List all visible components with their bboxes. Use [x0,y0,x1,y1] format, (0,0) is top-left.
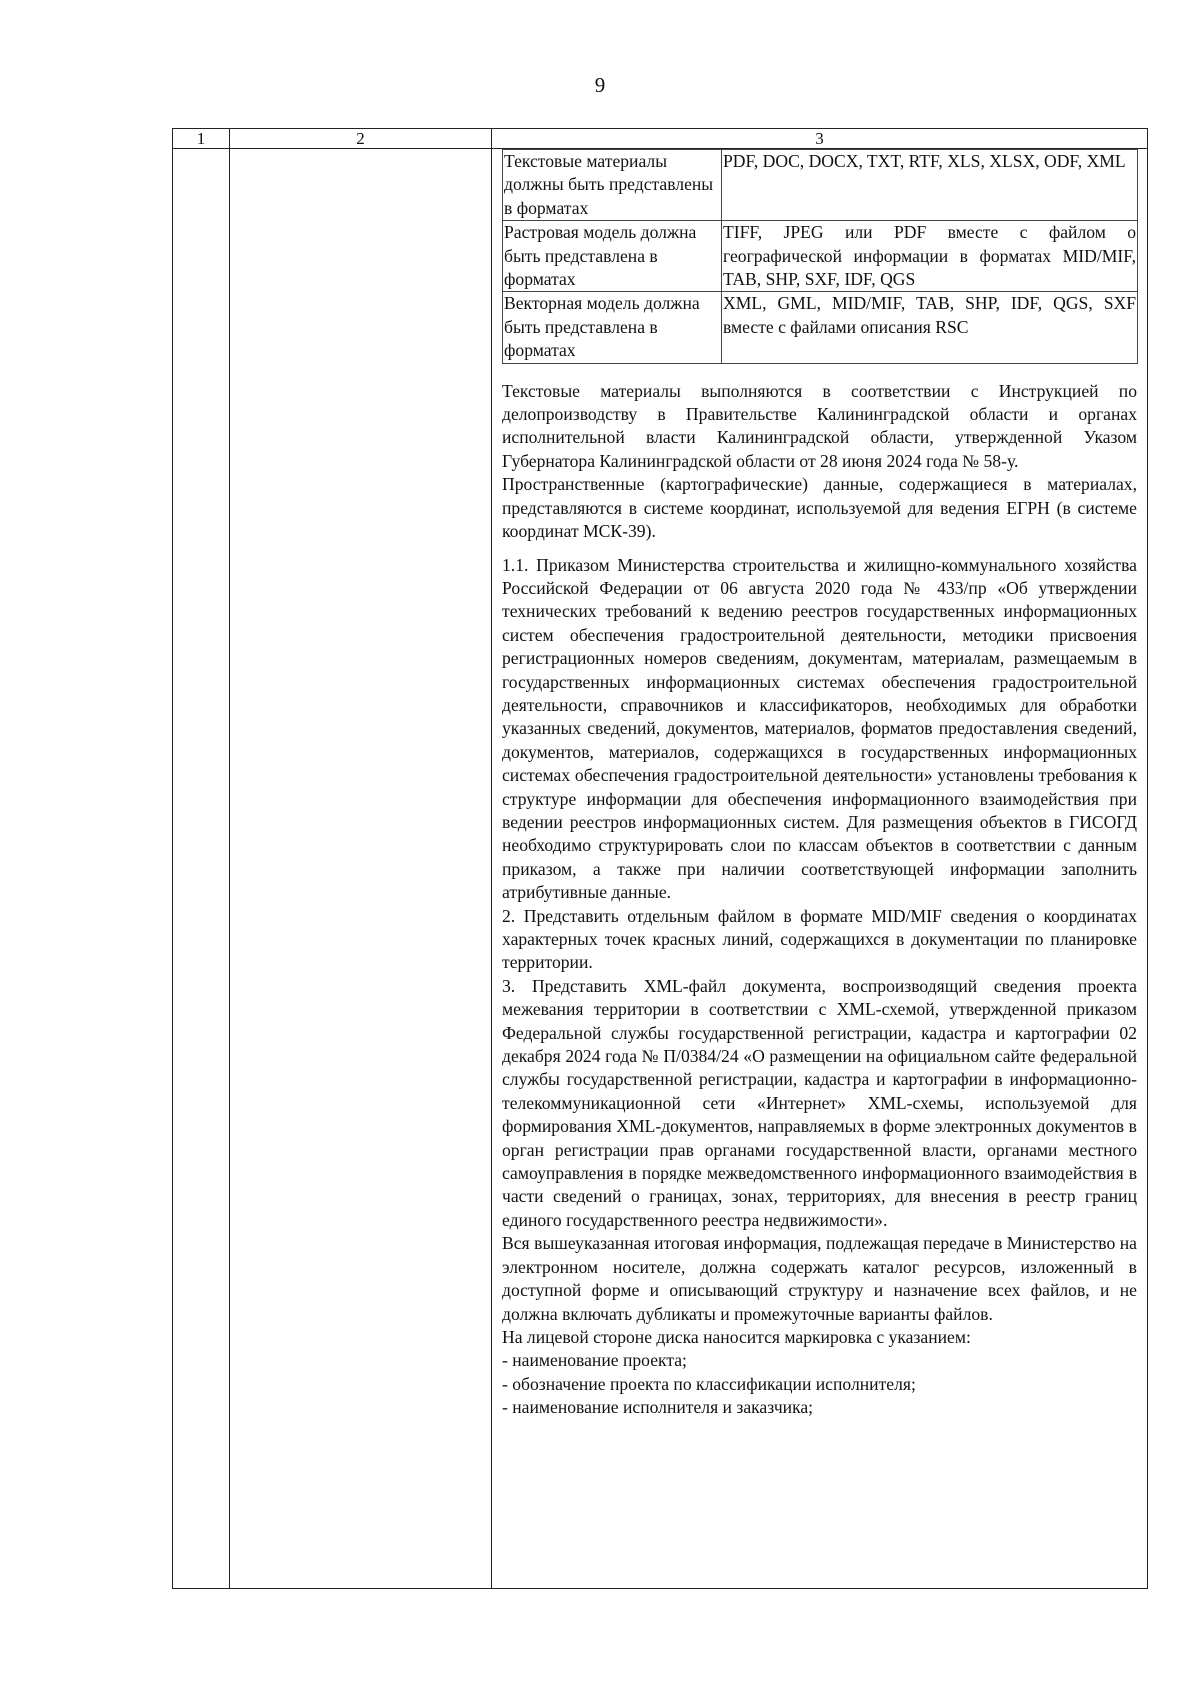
text-materials-block [502,380,1137,544]
formats-row [503,221,1138,292]
formats-label: Текстовые материалы должны быть представлены в форматах [503,150,722,221]
formats-value: TIFF, JPEG или PDF вместе с файлом о географической информации в форматах MID/MIF, TAB, SHP, SXF, IDF, QGS [722,221,1138,292]
header-col-2: 2 [230,129,492,149]
requirements-table [172,128,1148,1589]
table-body-row [173,149,1148,1589]
body-col-1 [173,149,230,1589]
paragraph: Пространственные (картографические) данные, содержащиеся в материалах, представляются в системе координат, используемой для ведения ЕГРН (в системе координат МСК-39). [502,474,1137,542]
formats-value: PDF, DOC, DOCX, TXT, RTF, XLS, XLSX, ODF, XML [722,150,1138,221]
list-item: - наименование исполнителя и заказчика; [502,1397,814,1418]
body-col-3 [492,149,1148,1589]
formats-row [503,150,1138,221]
col-3-content [492,149,1147,1420]
paragraph: Вся вышеуказанная итоговая информация, подлежащая передаче в Министерство на электронном носителе, должна содержать каталог ресурсов, изложенный в доступной форме и описывающий структуру и назначение всех файлов, и не должна включать дубликаты и промежуточные варианты файлов. [502,1233,1137,1324]
table-header-row [173,129,1148,149]
page-number: 9 [594,73,606,97]
formats-value: XML, GML, MID/MIF, TAB, SHP, IDF, QGS, SXF вместе с файлами описания RSC [722,292,1138,363]
formats-row [503,292,1138,363]
formats-table [502,149,1138,364]
paragraph: 2. Представить отдельным файлом в формате MID/MIF сведения о координатах характерных точек красных линий, содержащихся в документации по планировке территории. [502,905,1137,973]
header-col-1: 1 [173,129,230,149]
paragraph: 3. Представить XML-файл документа, воспроизводящий сведения проекта межевания территории в соответствии с XML-схемой, утвержденной приказом Федеральной службы государственной регистрации, кадастра и картографии 02 декабря 2024 года № П/0384/24 «О размещении на официальном сайте федеральной службы государственной регистрации, кадастра и картографии в информационно-телекоммуникационной сети «Интернет» XML-схемы, используемой для формирования XML-документов, направляемых в форме электронных документов в орган регистрации прав органами государственной власти, органами местного самоуправления в порядке межведомственного информационного взаимодействия в части сведений о границах, зонах, территориях, для внесения в реестр границ единого государственного реестра недвижимости». [502,975,1137,1230]
paragraph: На лицевой стороне диска наносится маркировка с указанием: [502,1326,971,1347]
formats-label: Векторная модель должна быть представлена в форматах [503,292,722,363]
list-item: - обозначение проекта по классификации исполнителя; [502,1373,916,1394]
formats-label: Растровая модель должна быть представлена в форматах [503,221,722,292]
body-col-2 [230,149,492,1589]
header-col-3: 3 [492,129,1148,149]
paragraph: 1.1. Приказом Министерства строительства и жилищно-коммунального хозяйства Российской Федерации от 06 августа 2020 года № 433/пр «Об утверждении технических требований к ведению реестров государственных информационных систем обеспечения градостроительной деятельности, методики присвоения регистрационных номеров сведениям, документам, материалам, размещаемым в государственных информационных системах обеспечения градостроительной деятельности, справочников и классификаторов, необходимых для обработки указанных сведений, документов, материалов, форматов предоставления сведений, документов, материалов, содержащихся в государственных информационных системах обеспечения градостроительной деятельности» установлены требования к структуре информации для обеспечения информационного взаимодействия при ведении реестров информационных систем. Для размещения объектов в ГИСОГД необходимо структурировать слои по классам объектов в соответствии с данным приказом, а также при наличии соответствующей информации заполнить атрибутивные данные. [502,554,1137,903]
paragraph: Текстовые материалы выполняются в соответствии с Инструкцией по делопроизводству в Правительстве Калининградской области и органах исполнительной власти Калининградской области, утвержденной Указом Губернатора Калининградской области от 28 июня 2024 года № 58-у. [502,380,1137,471]
list-item: - наименование проекта; [502,1350,687,1371]
gisogd-requirements-block [502,554,1137,1420]
